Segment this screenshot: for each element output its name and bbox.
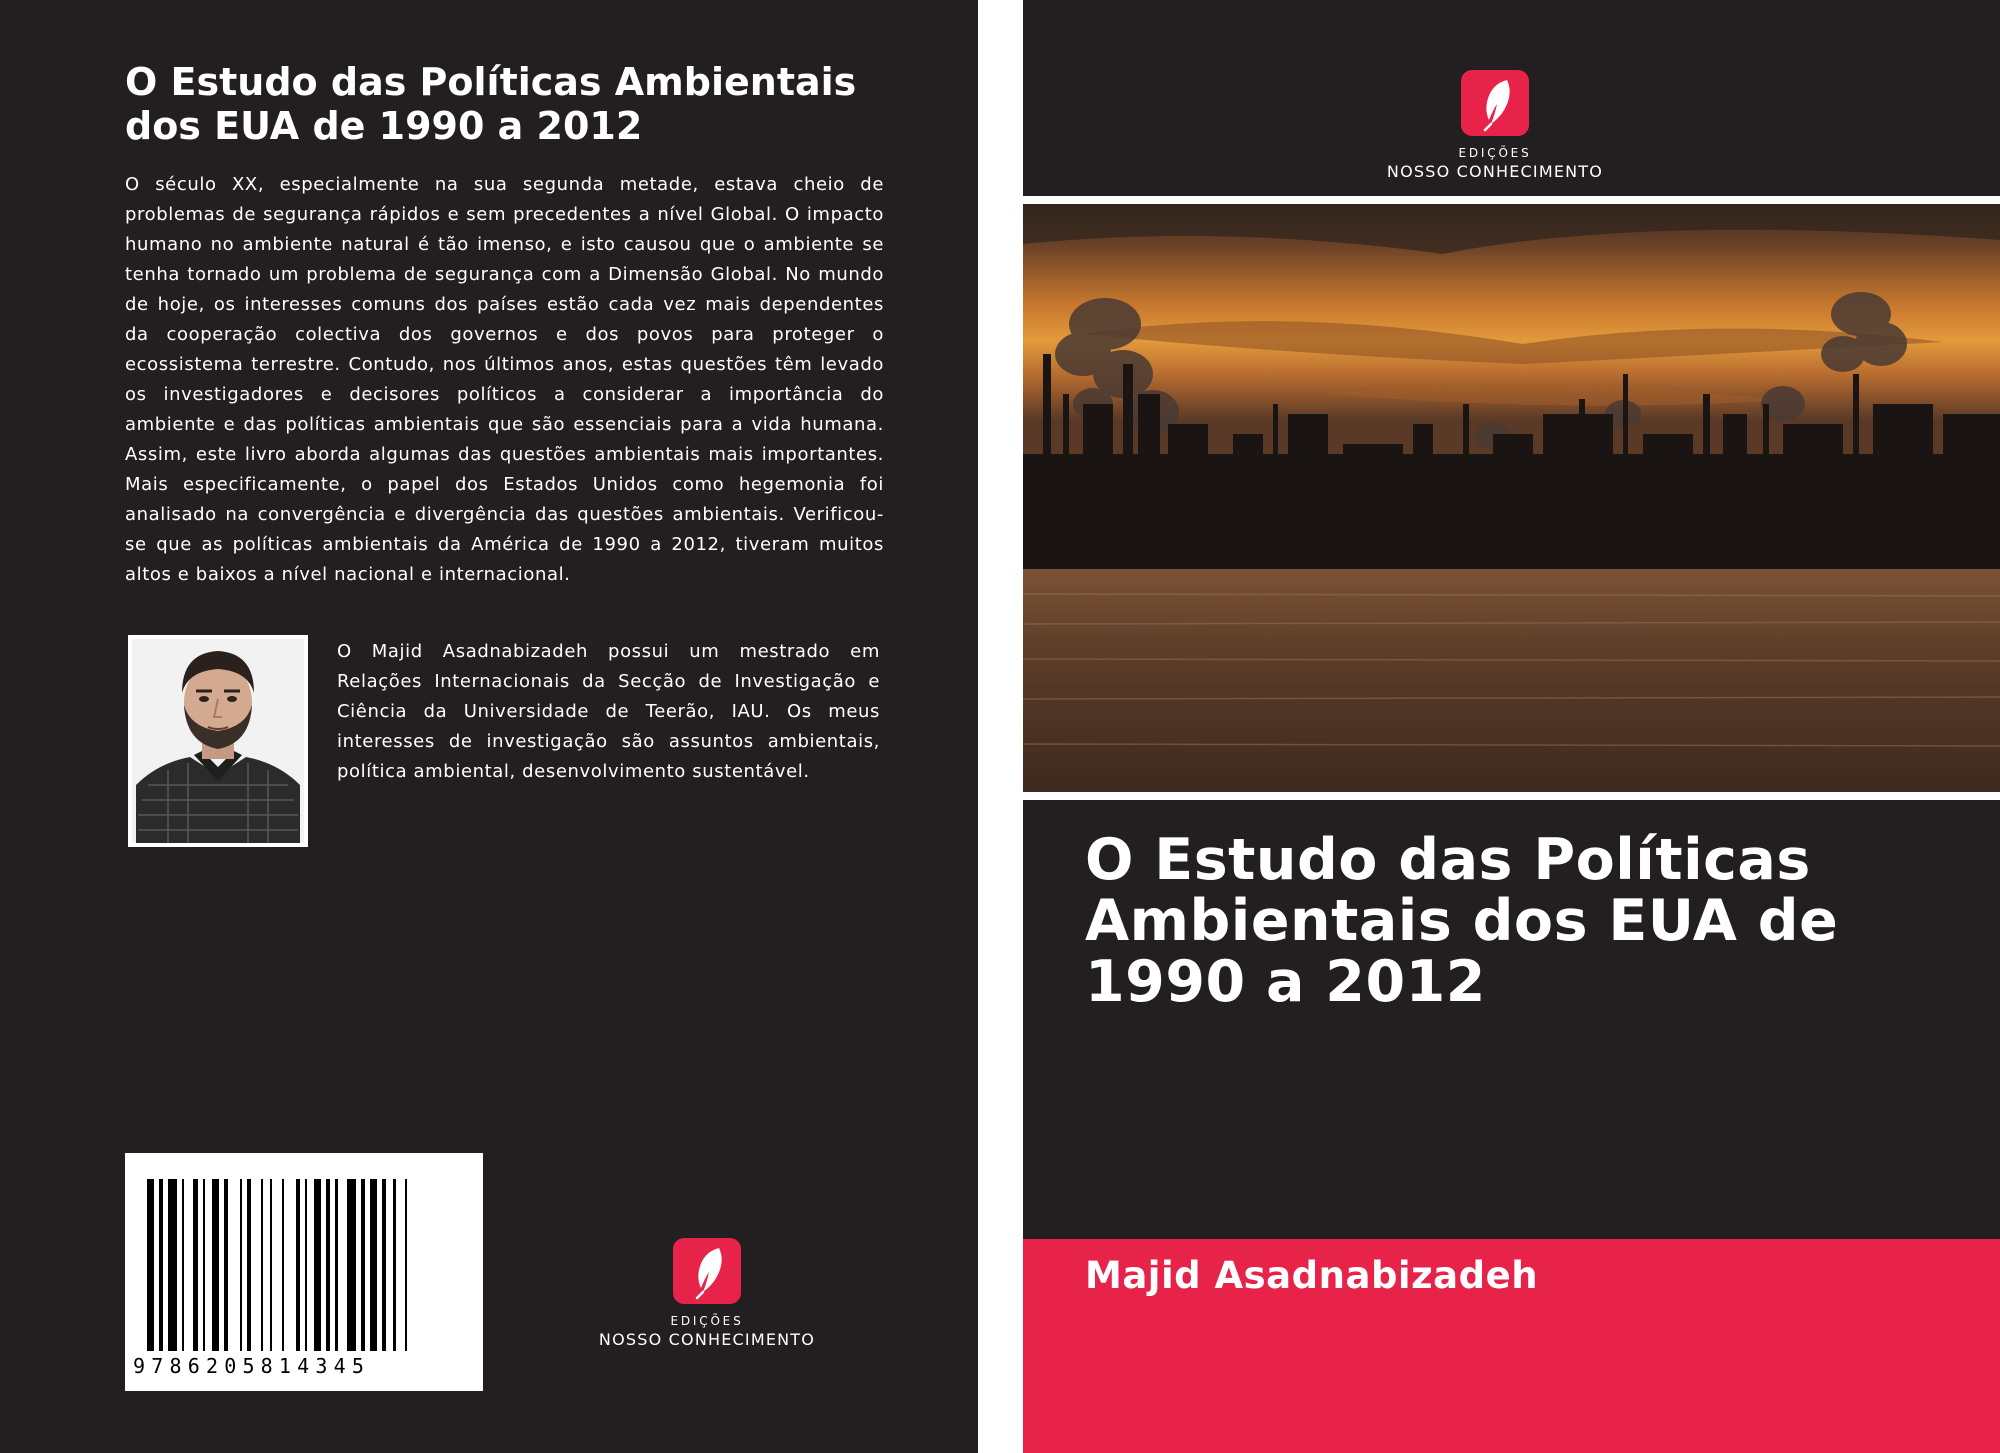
barcode-number: 9786205814345	[133, 1354, 371, 1378]
front-cover-title: O Estudo das Políticas Ambientais dos EUA de 1990 a 2012	[1085, 827, 1839, 1015]
barcode-bar	[147, 1179, 154, 1351]
barcode-bar	[296, 1179, 300, 1351]
back-cover-title: O Estudo das Políticas Ambientais dos EUA de 1990 a 2012	[125, 60, 857, 148]
barcode-bar	[270, 1179, 272, 1351]
publisher-logo-back	[590, 1238, 824, 1350]
back-cover	[0, 0, 978, 1453]
front-title-panel	[1023, 800, 2000, 1239]
barcode-bar	[261, 1179, 263, 1351]
feather-quill-icon	[673, 1238, 741, 1304]
front-cover-author: Majid Asadnabizadeh	[1085, 1254, 1539, 1297]
spine	[978, 0, 1023, 1453]
publisher-line2: NOSSO CONHECIMENTO	[598, 1330, 816, 1349]
barcode-bar	[282, 1179, 284, 1351]
feather-quill-icon	[1461, 70, 1529, 136]
barcode-bar	[370, 1179, 377, 1351]
barcode-bar	[393, 1179, 395, 1351]
barcode-bar	[159, 1179, 163, 1351]
barcode-bar	[168, 1179, 177, 1351]
barcode-bar	[182, 1179, 184, 1351]
barcode-bar	[247, 1179, 251, 1351]
barcode-bar	[224, 1179, 228, 1351]
barcode-bar	[405, 1179, 407, 1351]
front-header	[1023, 0, 2000, 196]
barcode-bar	[382, 1179, 386, 1351]
barcode-bar	[326, 1179, 330, 1351]
author-bio: O Majid Asadnabizadeh possui um mestrado em Relações Internacionais da Secção de Investigação e Ciência da Universidade de Teerão, IAU. Os meus interesses de investigação são assuntos ambientais, política ambiental, desenvolvimento sustentável.	[337, 641, 880, 782]
barcode-bar	[335, 1179, 337, 1351]
barcode-bar	[212, 1179, 219, 1351]
author-photo	[128, 635, 308, 847]
front-author-panel	[1023, 1239, 2000, 1453]
back-cover-blurb: O século XX, especialmente na sua segunda metade, estava cheio de problemas de segurança rápidos e sem precedentes a nível Global. O impacto humano no ambiente natural é tão imenso, e isto causou que o ambiente se tenha tornado um problema de segurança com a Dimensão Global. No mundo de hoje, os interesses comuns dos países estão cada vez mais dependentes da cooperação colectiva dos governos e dos povos para proteger o ecossistema terrestre. Contudo, nos últimos anos, estas questões têm levado os investigadores e decisores políticos a considerar a importância do ambiente e das políticas ambientais que são essenciais para a vida humana. Assim, este livro aborda algumas das questões ambientais mais importantes. Mais especificamente, o papel dos Estados Unidos como hegemonia foi analisado na convergência e divergência das questões ambientais. Verificou-se que as políticas ambientais da América de 1990 a 2012, tiveram muitos altos e baixos a nível nacional e internacional.	[125, 174, 884, 585]
barcode-bar	[305, 1179, 307, 1351]
publisher-line1: EDIÇÕES	[1458, 146, 1532, 160]
barcode-bars	[147, 1179, 465, 1364]
barcode-bar	[203, 1179, 205, 1351]
publisher-line1: EDIÇÕES	[670, 1314, 744, 1328]
barcode-bar	[347, 1179, 356, 1351]
barcode-bar	[314, 1179, 321, 1351]
barcode-bar	[361, 1179, 365, 1351]
publisher-line2: NOSSO CONHECIMENTO	[1386, 162, 1604, 181]
barcode-bar	[240, 1179, 242, 1351]
spine-author: Majid Asadnabizadeh	[874, 1078, 897, 1286]
cover-photo-industrial-sunset	[1023, 204, 2000, 792]
front-cover	[1023, 0, 2000, 1453]
barcode-bar	[193, 1179, 197, 1351]
barcode	[125, 1153, 483, 1391]
publisher-logo-front	[1378, 70, 1612, 182]
